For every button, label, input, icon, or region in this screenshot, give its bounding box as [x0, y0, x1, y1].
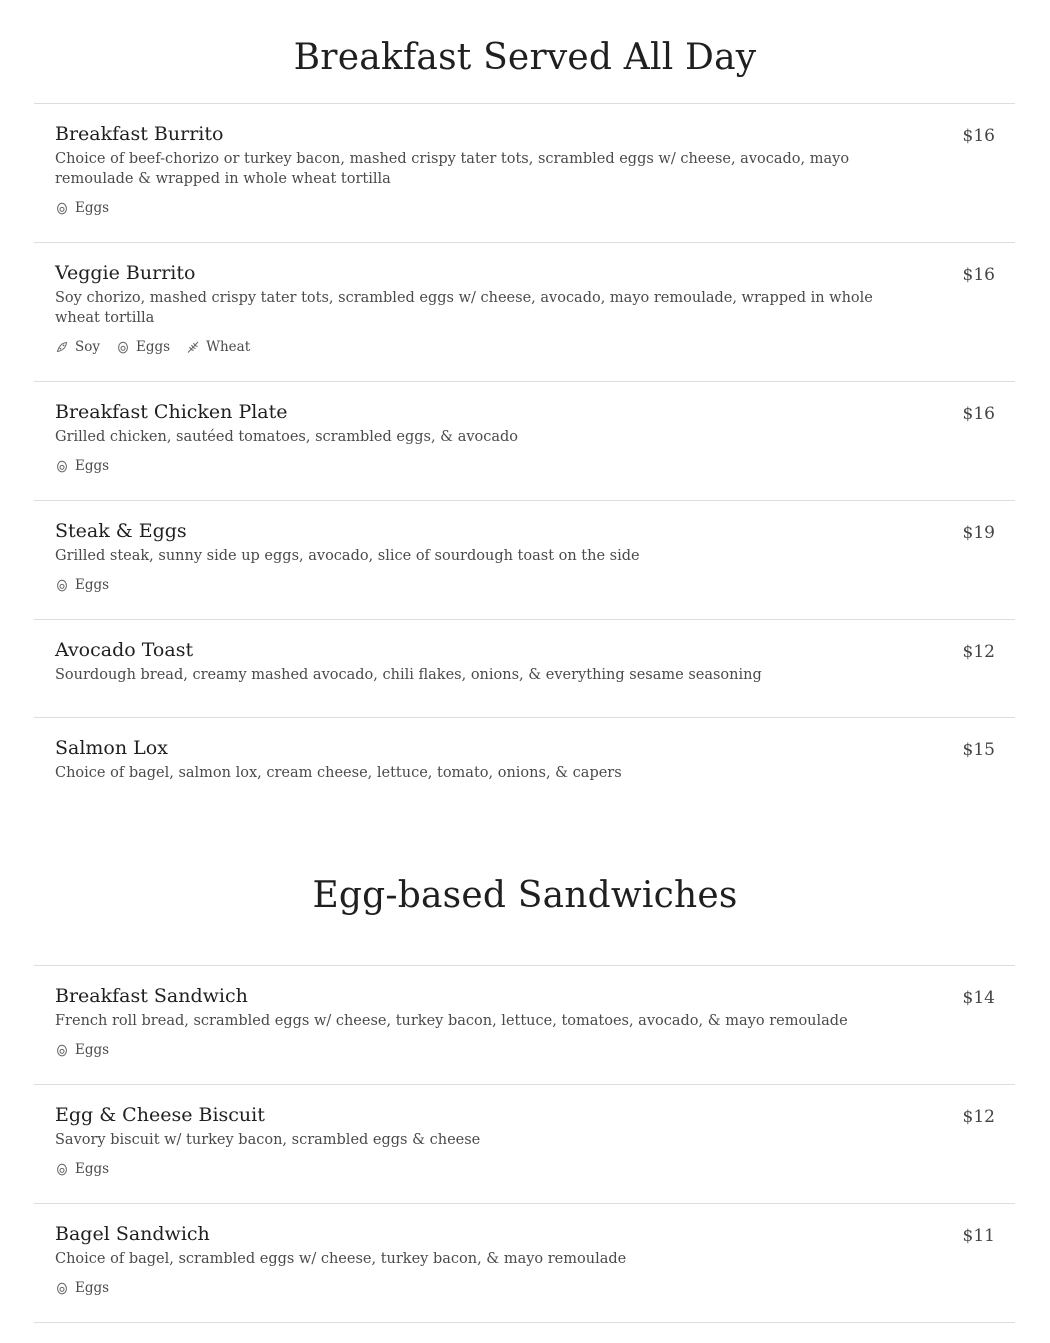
menu-item-salmon-lox[interactable]	[34, 736, 1015, 796]
divider	[34, 619, 1015, 620]
divider	[34, 500, 1015, 501]
divider	[34, 103, 1015, 104]
tag-label: Eggs	[75, 1280, 110, 1296]
egg-icon	[116, 340, 130, 354]
tag-eggs	[55, 458, 109, 474]
dietary-tags	[55, 1161, 109, 1177]
egg-icon	[55, 578, 69, 592]
tag-eggs	[55, 1161, 109, 1177]
dietary-tags	[55, 458, 109, 474]
item-price: $15	[962, 740, 995, 760]
egg-icon	[55, 459, 69, 473]
divider	[34, 381, 1015, 382]
item-name: Breakfast Sandwich	[55, 985, 248, 1007]
divider	[34, 1322, 1015, 1323]
menu-item-bagel-sandwich[interactable]	[34, 1222, 1015, 1322]
tag-label: Eggs	[136, 339, 171, 355]
tag-label: Eggs	[75, 577, 110, 593]
tag-eggs	[55, 1042, 109, 1058]
divider	[34, 1084, 1015, 1085]
item-price: $16	[962, 265, 995, 285]
tag-label: Eggs	[75, 1042, 110, 1058]
item-name: Breakfast Chicken Plate	[55, 401, 288, 423]
menu-item-breakfast-chicken-plate[interactable]	[34, 400, 1015, 500]
item-description: Sourdough bread, creamy mashed avocado, chili flakes, onions, & everything sesame seasoning	[55, 667, 762, 683]
dietary-tags	[55, 1280, 109, 1296]
item-price: $14	[962, 988, 995, 1008]
tag-eggs	[55, 200, 109, 216]
item-description: Soy chorizo, mashed crispy tater tots, scrambled eggs w/ cheese, avocado, mayo remoulade, wrapped in whole wheat tortilla	[55, 290, 873, 326]
tag-eggs	[55, 1280, 109, 1296]
item-name: Veggie Burrito	[55, 262, 196, 284]
menu-item-egg-cheese-biscuit[interactable]	[34, 1103, 1015, 1203]
tag-label: Soy	[75, 339, 101, 355]
item-price: $12	[962, 1107, 995, 1127]
tag-label: Wheat	[206, 339, 251, 355]
tag-label: Eggs	[75, 1161, 110, 1177]
item-name: Salmon Lox	[55, 737, 168, 759]
egg-icon	[55, 1281, 69, 1295]
egg-icon	[55, 201, 69, 215]
divider	[34, 965, 1015, 966]
divider	[34, 242, 1015, 243]
menu-item-steak-and-eggs[interactable]	[34, 519, 1015, 619]
item-price: $16	[962, 404, 995, 424]
item-name: Egg & Cheese Biscuit	[55, 1104, 265, 1126]
item-description: Grilled steak, sunny side up eggs, avocado, slice of sourdough toast on the side	[55, 548, 640, 564]
menu-item-avocado-toast[interactable]	[34, 638, 1015, 717]
divider	[34, 1203, 1015, 1204]
menu-item-breakfast-sandwich[interactable]	[34, 984, 1015, 1084]
soy-icon	[55, 340, 69, 354]
item-price: $11	[962, 1226, 995, 1246]
egg-icon	[55, 1162, 69, 1176]
egg-icon	[55, 1043, 69, 1057]
item-description: Choice of bagel, scrambled eggs w/ cheese, turkey bacon, & mayo remoulade	[55, 1251, 627, 1267]
item-description: Grilled chicken, sautéed tomatoes, scrambled eggs, & avocado	[55, 429, 519, 445]
item-name: Steak & Eggs	[55, 520, 187, 542]
tag-eggs	[55, 577, 109, 593]
item-name: Breakfast Burrito	[55, 123, 224, 145]
menu-item-veggie-burrito[interactable]	[34, 261, 1015, 381]
section-title-breakfast: Breakfast Served All Day	[293, 37, 757, 78]
tag-eggs	[116, 339, 170, 355]
tag-soy	[55, 339, 100, 355]
dietary-tags	[55, 200, 109, 216]
item-description: Choice of bagel, salmon lox, cream cheese, lettuce, tomato, onions, & capers	[55, 765, 622, 781]
item-description: Choice of beef-chorizo or turkey bacon, mashed crispy tater tots, scrambled eggs w/ cheese, avocado, mayo remoulade & wrapped in whole wheat tortilla	[55, 151, 850, 187]
tag-label: Eggs	[75, 200, 110, 216]
item-description: Savory biscuit w/ turkey bacon, scrambled eggs & cheese	[55, 1132, 481, 1148]
item-name: Bagel Sandwich	[55, 1223, 210, 1245]
section-title-egg-sandwiches: Egg-based Sandwiches	[312, 875, 738, 916]
dietary-tags	[55, 577, 109, 593]
item-description: French roll bread, scrambled eggs w/ cheese, turkey bacon, lettuce, tomatoes, avocado, & mayo remoulade	[55, 1013, 848, 1029]
divider	[34, 717, 1015, 718]
dietary-tags	[55, 339, 250, 355]
item-price: $19	[962, 523, 995, 543]
item-price: $16	[962, 126, 995, 146]
menu-item-breakfast-burrito[interactable]	[34, 122, 1015, 242]
item-name: Avocado Toast	[55, 639, 194, 661]
tag-wheat	[186, 339, 250, 355]
wheat-icon	[186, 340, 200, 354]
tag-label: Eggs	[75, 458, 110, 474]
dietary-tags	[55, 1042, 109, 1058]
item-price: $12	[962, 642, 995, 662]
